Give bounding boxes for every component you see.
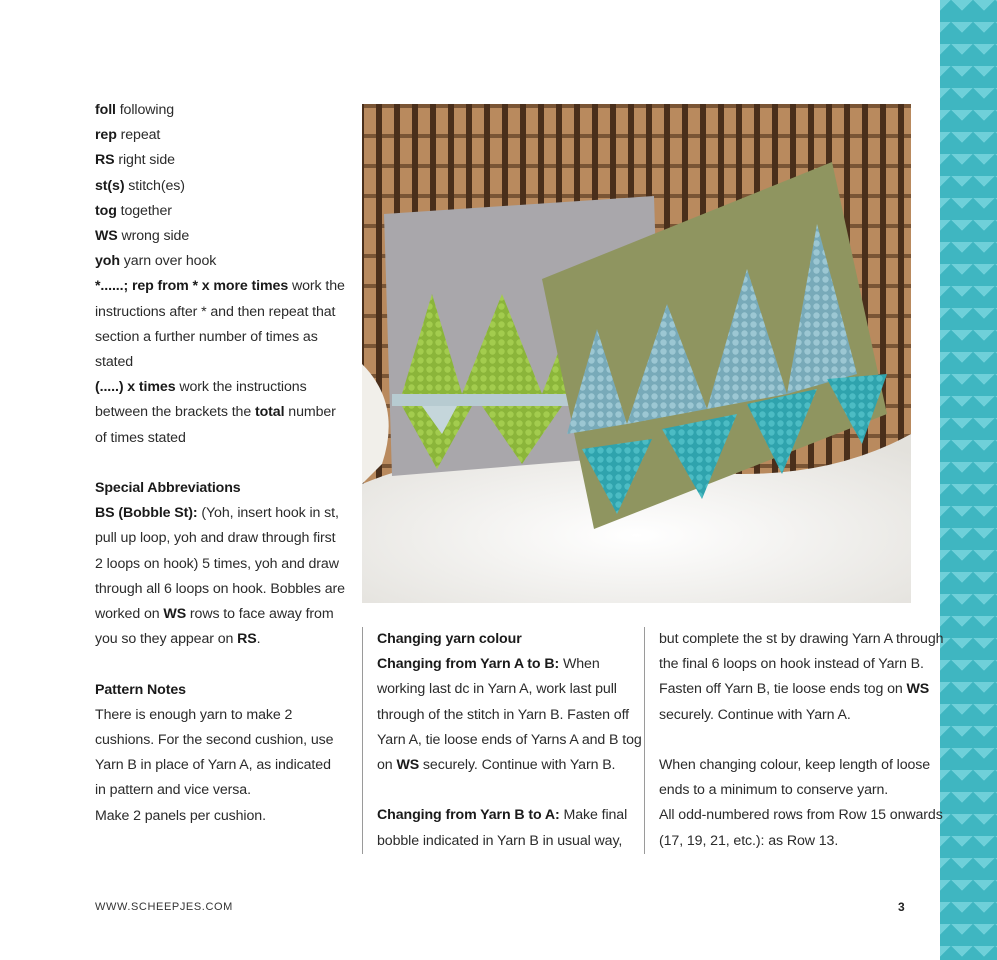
pattern-notes-heading: Pattern Notes bbox=[95, 681, 186, 698]
abbreviations-column bbox=[95, 98, 345, 829]
b-to-a-continued: but complete the st by drawing Yarn A through the final 6 loops on hook instead of Yarn B. Fasten off Yarn B, tie loose ends tog on WS securely. Continue with Yarn A. bbox=[659, 631, 944, 723]
zigzag-side-stripe bbox=[940, 0, 997, 960]
bobble-stitch-definition: BS (Bobble St): (Yoh, insert hook in st, pull up loop, yoh and draw through first 2 loops on hook) 5 times, yoh and draw through all 6 loops on hook. Bobbles are worked on WS rows to face away from you so they appear on RS. bbox=[95, 505, 345, 648]
pattern-notes-text: There is enough yarn to make 2 cushions. For the second cushion, use Yarn B in place of Yarn A, as indicated in pattern and vice versa. bbox=[95, 706, 334, 799]
odd-rows-note: All odd-numbered rows from Row 15 onwards (17, 19, 21, etc.): as Row 13. bbox=[659, 807, 943, 849]
cushions-illustration bbox=[362, 104, 911, 603]
pattern-notes-text-2: Make 2 panels per cushion. bbox=[95, 807, 266, 824]
page-number: 3 bbox=[898, 900, 905, 914]
glossary-entry: WS wrong side bbox=[95, 228, 190, 245]
glossary-entry: rep repeat bbox=[95, 127, 161, 144]
changing-colour-heading: Changing yarn colour bbox=[377, 631, 522, 647]
glossary-entry-times: (.....) x times work the instructions between the brackets the total number of times stated bbox=[95, 379, 336, 446]
cushions-photo bbox=[362, 104, 911, 603]
changing-colour-column bbox=[362, 627, 647, 854]
glossary-entry: RS right side bbox=[95, 152, 175, 169]
a-to-b-instructions: Changing from Yarn A to B: When working last dc in Yarn A, work last pull through of the stitch in Yarn B. Fasten off Yarn A, tie loose ends of Yarns A and B tog on WS securely. Continue with Yarn B. bbox=[377, 656, 642, 774]
special-abbreviations-heading: Special Abbreviations bbox=[95, 480, 241, 497]
b-to-a-instructions: Changing from Yarn B to A: Make final bobble indicated in Yarn B in usual way, bbox=[377, 807, 628, 849]
glossary-entry: tog together bbox=[95, 202, 172, 219]
footer-url: WWW.SCHEEPJES.COM bbox=[95, 901, 233, 913]
glossary-entry: st(s) stitch(es) bbox=[95, 177, 185, 194]
glossary-entry: yoh yarn over hook bbox=[95, 253, 217, 270]
continuation-column bbox=[644, 627, 944, 854]
glossary-entry: foll following bbox=[95, 102, 175, 118]
glossary-entry-repeat: *......; rep from * x more times work the instructions after * and then repeat that section a further number of times as stated bbox=[95, 278, 345, 371]
loose-ends-note: When changing colour, keep length of loose ends to a minimum to conserve yarn. bbox=[659, 757, 931, 799]
